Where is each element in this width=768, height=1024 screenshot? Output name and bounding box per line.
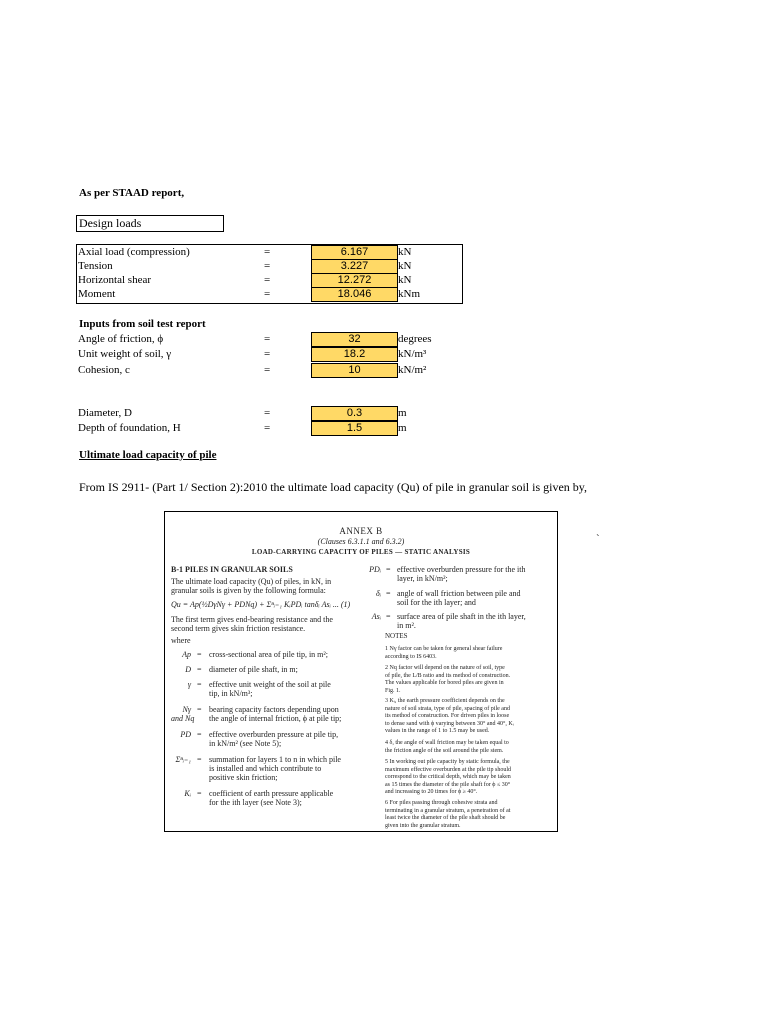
equals-sign: = bbox=[264, 422, 271, 434]
page-heading: As per STAAD report, bbox=[79, 187, 185, 199]
load-value-cell[interactable]: 6.167 bbox=[311, 245, 398, 260]
load-label: Tension bbox=[78, 260, 113, 272]
symbol-pd: PD bbox=[180, 730, 191, 739]
note-5 bbox=[385, 759, 511, 797]
annex-b-extract bbox=[164, 511, 558, 832]
pile-value-cell[interactable]: 1.5 bbox=[311, 421, 398, 436]
design-loads-title: Design loads bbox=[79, 216, 142, 230]
def-ap-line: cross-sectional area of pile tip, in m²; bbox=[209, 650, 329, 659]
equals-sign: = bbox=[264, 246, 271, 258]
symbol-summation: Σⁿᵢ₌₁ bbox=[175, 755, 191, 764]
note-line: 1 Nγ factor can be taken for general shear failure bbox=[385, 646, 503, 652]
note-line: 4 δ, the angle of wall friction may be taken equal to bbox=[385, 740, 509, 746]
note-3 bbox=[385, 698, 514, 736]
load-value-cell[interactable]: 18.046 bbox=[311, 287, 398, 302]
def-dash: = bbox=[386, 612, 391, 621]
pile-label: Diameter, D bbox=[78, 407, 132, 419]
def-ngamma-line-2: the angle of internal friction, ϕ at pile tip; bbox=[209, 714, 342, 723]
note-line: 5 In working out pile capacity by static formula, the bbox=[385, 759, 510, 765]
note-line: given into the granular stratum. bbox=[385, 822, 461, 829]
def-dash: = bbox=[197, 730, 202, 739]
note-line: terminating in a granular stratum, a penetration of at bbox=[385, 807, 511, 814]
note-line: as 15 times the diameter of the pile shaft for ϕ ≤ 30° bbox=[385, 781, 511, 788]
soil-row-unit-weight bbox=[0, 347, 768, 361]
def-dash: = bbox=[197, 789, 202, 798]
def-asi-line-2: in m². bbox=[397, 621, 416, 630]
load-unit: kN bbox=[398, 260, 412, 272]
note-line: 3 Kᵢ, the earth pressure coefficient depends on the bbox=[385, 698, 505, 704]
annex-formula: Qu = Ap(½DγNγ + PDNq) + Σⁿᵢ₌₁ KᵢPDᵢ tanδᵢ Asᵢ ... (1) bbox=[171, 600, 351, 609]
soil-row-cohesion bbox=[0, 363, 768, 377]
annex-caption: LOAD-CARRYING CAPACITY OF PILES — STATIC ANALYSIS bbox=[251, 548, 471, 556]
note-6 bbox=[385, 800, 510, 830]
load-unit: kN bbox=[398, 246, 412, 258]
pile-row-depth bbox=[0, 421, 768, 435]
ultimate-capacity-title: Ultimate load capacity of pile bbox=[79, 449, 217, 461]
def-dash: = bbox=[197, 705, 202, 714]
load-row-tension bbox=[0, 259, 768, 273]
note-line: correspond to the critical depth, which may be taken bbox=[385, 774, 511, 780]
def-pd-line-1: effective overburden pressure at pile tip, bbox=[209, 730, 339, 739]
annex-section-heading: B-1 PILES IN GRANULAR SOILS bbox=[171, 565, 293, 574]
equals-sign: = bbox=[264, 260, 271, 272]
load-label: Horizontal shear bbox=[78, 274, 151, 286]
def-sum-line-3: positive skin friction; bbox=[209, 773, 278, 782]
pile-unit: m bbox=[398, 407, 407, 419]
annex-terms-2: second term gives skin friction resistance. bbox=[171, 624, 306, 633]
load-value-cell[interactable]: 12.272 bbox=[311, 273, 398, 288]
soil-label: Angle of friction, ϕ bbox=[78, 333, 164, 345]
def-sum-line-2: is installed and which contribute to bbox=[209, 764, 322, 773]
load-value-cell[interactable]: 3.227 bbox=[311, 259, 398, 274]
def-ngamma-line-1: bearing capacity factors depending upon bbox=[209, 705, 339, 714]
symbol-delta: δᵢ bbox=[376, 589, 381, 598]
load-label: Moment bbox=[78, 288, 116, 300]
notes-title: NOTES bbox=[385, 632, 408, 640]
note-line: 2 Nq factor will depend on the nature of soil, type bbox=[385, 665, 505, 671]
note-line: its method of construction. For driven piles in loose bbox=[385, 713, 510, 719]
pile-unit: m bbox=[398, 422, 407, 434]
soil-unit: kN/m³ bbox=[398, 348, 427, 360]
soil-unit: degrees bbox=[398, 333, 432, 345]
symbol-ap: Ap bbox=[182, 650, 191, 659]
pile-label: Depth of foundation, H bbox=[78, 422, 181, 434]
pile-value-cell[interactable]: 0.3 bbox=[311, 406, 398, 421]
def-dash: = bbox=[197, 680, 202, 689]
and-nq-label: and Nq bbox=[171, 714, 195, 723]
load-row-axial bbox=[0, 245, 768, 259]
annex-terms-1: The first term gives end-bearing resistance and the bbox=[171, 615, 333, 624]
soil-row-friction-angle bbox=[0, 332, 768, 346]
def-dash: = bbox=[197, 755, 202, 764]
note-2 bbox=[385, 665, 510, 695]
load-row-moment bbox=[0, 287, 768, 301]
note-line: Fig. 1. bbox=[385, 687, 401, 694]
def-dash: = bbox=[386, 589, 391, 598]
def-ki-line-2: for the ith layer (see Note 3); bbox=[209, 798, 302, 807]
symbol-ngamma: Nγ bbox=[182, 705, 191, 714]
symbol-gamma: γ bbox=[187, 680, 191, 689]
annex-title: ANNEX B bbox=[339, 526, 383, 536]
note-line: The values applicable for bored piles are given in bbox=[385, 680, 504, 686]
load-row-horizontal-shear bbox=[0, 273, 768, 287]
symbol-ki: Kᵢ bbox=[184, 789, 191, 798]
equals-sign: = bbox=[264, 288, 271, 300]
load-unit: kNm bbox=[398, 288, 420, 300]
def-dash: = bbox=[197, 650, 202, 659]
note-line: maximum effective overburden at the pile tip should bbox=[385, 766, 512, 773]
def-delta-line-1: angle of wall friction between pile and bbox=[397, 589, 521, 598]
annex-intro-2: granular soils is given by the following formula: bbox=[171, 586, 326, 595]
def-pd-line-2: in kN/m² (see Note 5); bbox=[209, 739, 282, 748]
def-gamma-line-1: effective unit weight of the soil at pile bbox=[209, 680, 331, 689]
note-line: the friction angle of the soil around the pile stem. bbox=[385, 747, 504, 754]
def-pdi-line-1: effective overburden pressure for the ith bbox=[397, 565, 526, 574]
equals-sign: = bbox=[264, 348, 271, 360]
reference-sentence: From IS 2911- (Part 1/ Section 2):2010 the ultimate load capacity (Qu) of pile in granular soil is given by, bbox=[79, 480, 588, 494]
annex-where: where bbox=[171, 636, 191, 645]
note-line: values in the range of 1 to 1.5 may be used. bbox=[385, 728, 490, 734]
symbol-d: D bbox=[185, 665, 191, 674]
load-unit: kN bbox=[398, 274, 412, 286]
design-loads-box bbox=[76, 215, 224, 232]
symbol-asi: Asᵢ bbox=[371, 612, 381, 621]
def-dash: = bbox=[386, 565, 391, 574]
equals-sign: = bbox=[264, 333, 271, 345]
def-sum-line-1: summation for layers 1 to n in which pile bbox=[209, 755, 341, 764]
soil-label: Unit weight of soil, γ bbox=[78, 348, 172, 360]
note-1 bbox=[385, 646, 502, 661]
equals-sign: = bbox=[264, 364, 271, 376]
equals-sign: = bbox=[264, 274, 271, 286]
def-ki-line-1: coefficient of earth pressure applicable bbox=[209, 789, 334, 798]
soil-inputs-title: Inputs from soil test report bbox=[79, 318, 206, 330]
def-asi-line-1: surface area of pile shaft in the ith layer, bbox=[397, 612, 526, 621]
note-line: least twice the diameter of the pile shaft should be bbox=[385, 815, 506, 821]
load-label: Axial load (compression) bbox=[78, 246, 190, 258]
symbol-pdi: PDᵢ bbox=[369, 565, 381, 574]
note-4 bbox=[385, 740, 509, 755]
soil-label: Cohesion, c bbox=[78, 364, 130, 376]
soil-unit: kN/m² bbox=[398, 364, 427, 376]
def-d-line: diameter of pile shaft, in m; bbox=[209, 665, 298, 674]
annex-intro-1: The ultimate load capacity (Qu) of piles, in kN, in bbox=[171, 577, 332, 586]
soil-value-cell[interactable]: 32 bbox=[311, 332, 398, 347]
stray-tick: ` bbox=[596, 533, 600, 545]
def-gamma-line-2: tip, in kN/m³; bbox=[209, 689, 253, 698]
note-line: of pile, the L/B ratio and its method of construction. bbox=[385, 672, 511, 679]
soil-value-cell[interactable]: 10 bbox=[311, 363, 398, 378]
def-delta-line-2: soil for the ith layer; and bbox=[397, 598, 476, 607]
soil-value-cell[interactable]: 18.2 bbox=[311, 347, 398, 362]
annex-clauses: (Clauses 6.3.1.1 and 6.3.2) bbox=[317, 537, 405, 546]
note-line: and increasing to 20 times for ϕ ≥ 40°. bbox=[385, 789, 478, 795]
note-line: to dense sand with ϕ varying between 30° and 40°, Kᵢ bbox=[385, 720, 514, 727]
def-dash: = bbox=[197, 665, 202, 674]
pile-row-diameter bbox=[0, 406, 768, 420]
note-line: nature of soil strata, type of pile, spacing of pile and bbox=[385, 705, 510, 712]
note-line: 6 For piles passing through cohesive strata and bbox=[385, 800, 498, 806]
note-line: according to IS 6403. bbox=[385, 653, 437, 660]
equals-sign: = bbox=[264, 407, 271, 419]
def-pdi-line-2: layer, in kN/m²; bbox=[397, 574, 448, 583]
